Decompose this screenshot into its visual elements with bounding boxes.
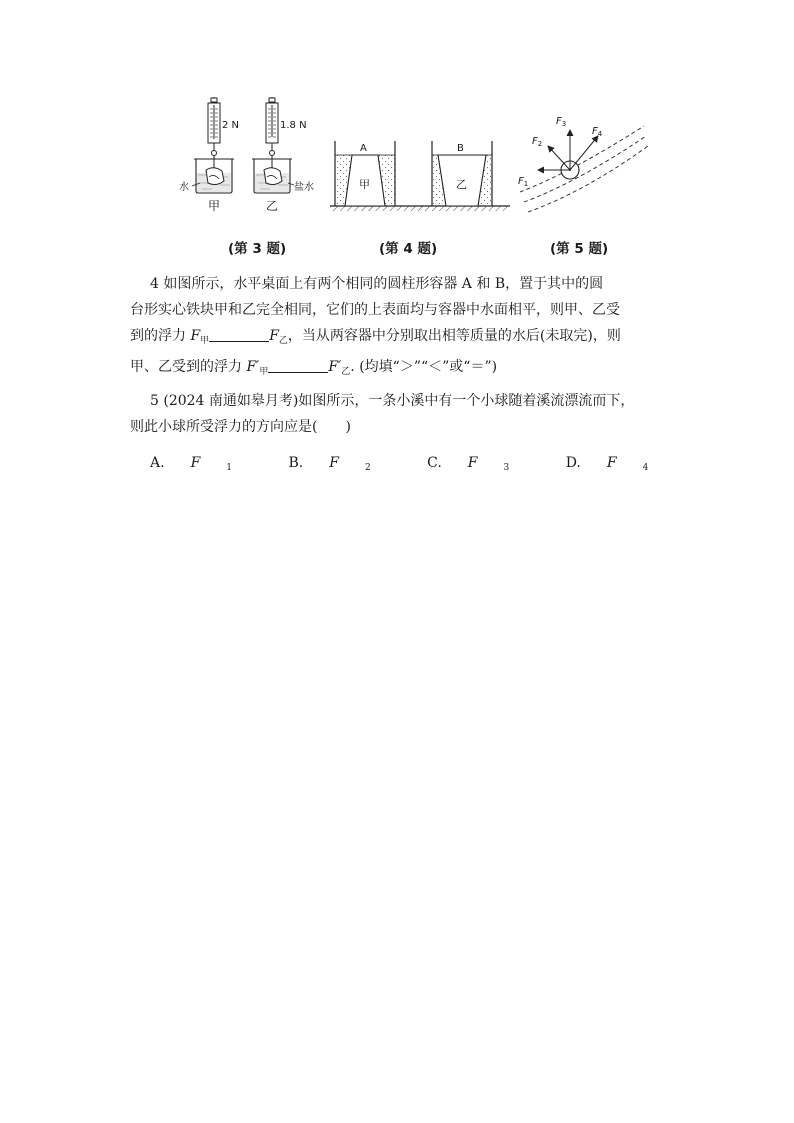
label-salt-water: 盐水 <box>294 182 314 193</box>
figure-3 <box>176 95 326 223</box>
label-container-a: A <box>360 143 367 154</box>
sub-jia: 甲 <box>259 367 269 377</box>
caption-figure-4: (第 4 题) <box>379 241 438 257</box>
option-b-letter: B. <box>288 455 304 471</box>
label-block-yi: 乙 <box>456 178 467 191</box>
q4-text-4a: 甲、乙受到的浮力 <box>130 359 247 375</box>
q4-text-3b: ，当从两容器中分别取出相等质量的水后(未取完)，则 <box>287 328 621 344</box>
sub-yi: 乙 <box>278 336 288 346</box>
label-f4: $F_4$ <box>592 126 603 138</box>
q4-text-1: 4 如图所示，水平桌面上有两个相同的圆柱形容器 A 和 B，置于其中的圆 <box>150 276 604 292</box>
q5-line-1 <box>130 388 675 414</box>
label-f1: $F_1$ <box>518 176 529 188</box>
option-d-sub: 4 <box>642 463 649 473</box>
option-a-letter: A. <box>150 455 165 471</box>
q4-line-1 <box>130 271 675 297</box>
option-c-f: F <box>467 455 478 471</box>
reading-a: 2 N <box>222 120 240 131</box>
label-container-b: B <box>457 143 464 154</box>
caption-figure-3: (第 3 题) <box>228 241 287 257</box>
figure-4 <box>330 136 510 216</box>
figure-5 <box>512 112 652 216</box>
answer-blank-1[interactable] <box>209 327 269 342</box>
option-d-letter: D. <box>565 455 581 471</box>
option-c[interactable] <box>427 450 535 481</box>
q5-options <box>150 450 700 481</box>
option-b[interactable] <box>288 450 396 481</box>
reading-b: 1.8 N <box>280 120 307 131</box>
q4-text-2: 台形实心铁块甲和乙完全相同，它们的上表面均与容器中水面相平，则甲、乙受 <box>130 302 620 318</box>
label-jia: 甲 <box>208 199 221 213</box>
option-c-sub: 3 <box>503 463 510 473</box>
q4-text-3a: 到的浮力 <box>130 328 191 344</box>
q5-text-1: 5 (2024 南通如皋月考)如图所示，一条小溪中有一个小球随着溪流漂流而下， <box>150 393 635 409</box>
force-diagram <box>512 112 652 216</box>
option-b-f: F <box>329 455 339 471</box>
option-a-sub: 1 <box>226 463 233 473</box>
label-block-jia: 甲 <box>359 178 370 191</box>
option-d[interactable] <box>566 450 675 481</box>
answer-blank-2[interactable] <box>268 358 328 373</box>
label-f3: $F_3$ <box>556 116 567 128</box>
label-water: 水 <box>179 182 189 193</box>
f-symbol: F <box>269 328 279 344</box>
label-f2: $F_2$ <box>532 136 543 148</box>
f-prime-symbol: F′ <box>246 359 260 375</box>
sub-jia: 甲 <box>200 336 210 346</box>
f-symbol: F <box>190 328 201 344</box>
q5-line-2 <box>130 414 675 440</box>
containers-diagram <box>330 136 510 216</box>
q4-line-2 <box>130 297 675 323</box>
option-a-f: F <box>190 455 201 471</box>
question-5 <box>130 388 675 440</box>
sub-yi: 乙 <box>341 367 351 377</box>
label-yi: 乙 <box>266 199 279 213</box>
spring-scale-diagram <box>176 95 326 223</box>
option-a[interactable] <box>150 450 258 481</box>
option-c-letter: C. <box>427 455 442 471</box>
q4-line-3 <box>130 323 675 354</box>
option-d-f: F <box>606 455 617 471</box>
caption-figure-5: (第 5 题) <box>550 241 609 257</box>
f-prime-symbol: F′ <box>328 359 342 375</box>
q4-text-4b: . (均填“＞”“＜”或“＝”) <box>350 359 498 375</box>
q5-text-2: 则此小球所受浮力的方向应是( ) <box>130 419 351 435</box>
q4-line-4 <box>130 354 675 385</box>
question-4 <box>130 271 675 385</box>
option-b-sub: 2 <box>364 463 371 473</box>
